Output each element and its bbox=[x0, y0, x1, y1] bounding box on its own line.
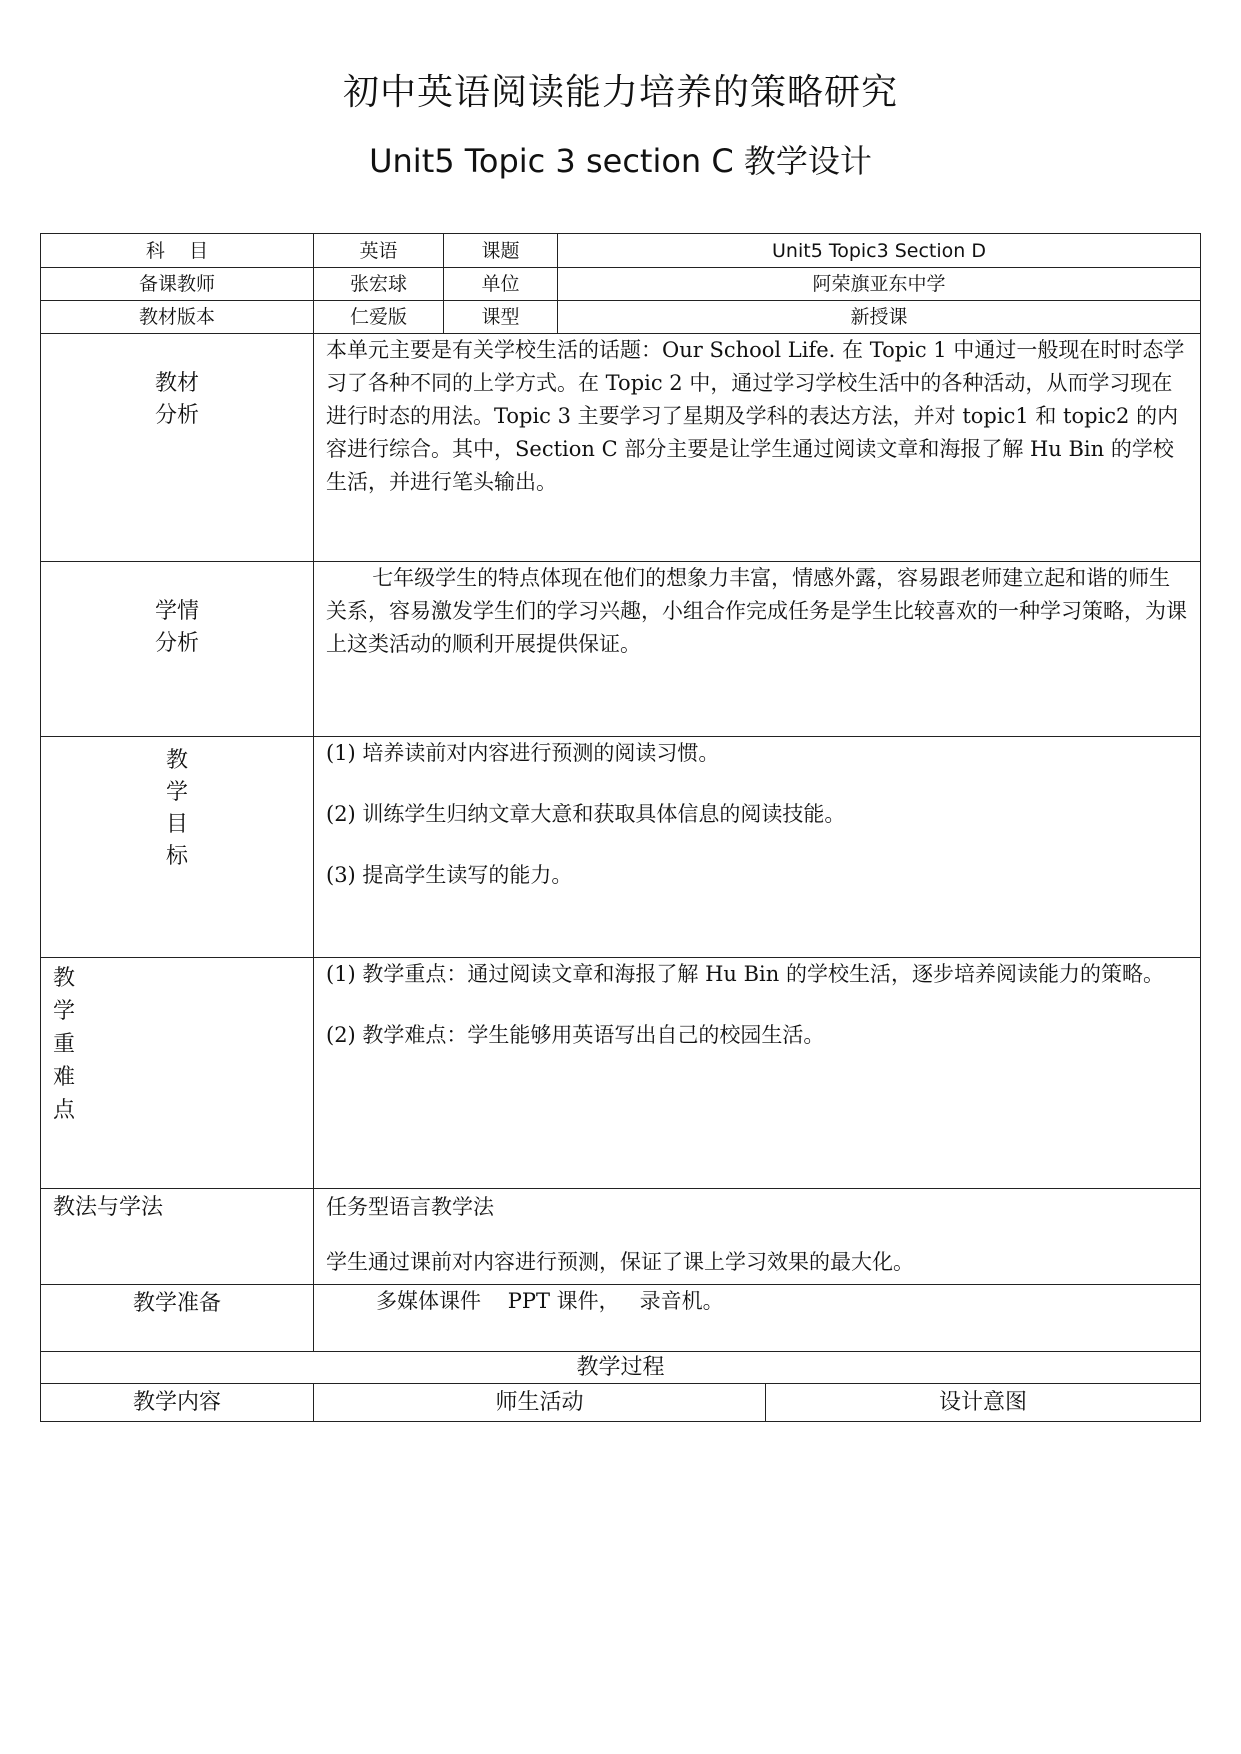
methods-row bbox=[41, 1189, 1201, 1285]
edition-row bbox=[41, 301, 1201, 334]
subject-row bbox=[41, 234, 1201, 268]
teacher-label: 备课教师 bbox=[41, 268, 314, 301]
prep-row bbox=[41, 1285, 1201, 1352]
edition-label: 教材版本 bbox=[41, 301, 314, 334]
keypoint-item: (1) 教学重点：通过阅读文章和海报了解 Hu Bin 的学校生活，逐步培养阅读能力的策略。 bbox=[326, 962, 1164, 986]
unit-value: 阿荣旗亚东中学 bbox=[558, 268, 1201, 301]
document-subtitle: Unit5 Topic 3 section C 教学设计 bbox=[369, 142, 872, 180]
keypoint-item: (2) 教学难点：学生能够用英语写出自己的校园生活。 bbox=[326, 1023, 825, 1047]
objective-item: (2) 训练学生归纳文章大意和获取具体信息的阅读技能。 bbox=[326, 802, 846, 826]
type-label: 课型 bbox=[444, 301, 558, 334]
methods-label: 教法与学法 bbox=[41, 1189, 314, 1285]
student-analysis-label: 学情 分析 bbox=[41, 562, 314, 737]
process-col-content: 教学内容 bbox=[41, 1384, 314, 1422]
keypoints-list bbox=[314, 958, 1201, 1189]
objectives-list bbox=[314, 737, 1201, 958]
teacher-value: 张宏球 bbox=[314, 268, 444, 301]
topic-value: Unit5 Topic3 Section D bbox=[558, 234, 1201, 268]
student-analysis-row bbox=[41, 562, 1201, 737]
teacher-row bbox=[41, 268, 1201, 301]
methods-text: 任务型语言教学法 学生通过课前对内容进行预测，保证了课上学习效果的最大化。 bbox=[314, 1189, 1201, 1285]
lesson-plan-table bbox=[40, 233, 1201, 1422]
process-col-activity: 师生活动 bbox=[314, 1384, 766, 1422]
subject-label: 科 目 bbox=[41, 234, 314, 268]
material-analysis-text: 本单元主要是有关学校生活的话题：Our School Life. 在 Topic 1 中通过一般现在时时态学习了各种不同的上学方式。在 Topic 2 中，通过学习学校生活中的各种活动，从而学习现在进行时态的用法。Topic 3 主要学习了星期及学科的表达方法，并对 topic1 和 topic2 的内容进行综合。其中，Section C 部分主要是让学生通过阅读文章和海报了解 Hu Bin 的学校生活，并进行笔头输出。 bbox=[314, 334, 1201, 562]
process-header: 教学过程 bbox=[41, 1352, 1201, 1384]
process-col-intent: 设计意图 bbox=[766, 1384, 1201, 1422]
objective-item: (3) 提高学生读写的能力。 bbox=[326, 863, 573, 887]
prep-text: 多媒体课件 PPT 课件， 录音机。 bbox=[314, 1285, 1201, 1352]
material-analysis-row bbox=[41, 334, 1201, 562]
keypoints-row bbox=[41, 958, 1201, 1189]
prep-label: 教学准备 bbox=[41, 1285, 314, 1352]
process-header-row bbox=[41, 1352, 1201, 1384]
process-columns-row bbox=[41, 1384, 1201, 1422]
material-analysis-label: 教材 分析 bbox=[41, 334, 314, 562]
unit-label: 单位 bbox=[444, 268, 558, 301]
subject-value: 英语 bbox=[314, 234, 444, 268]
type-value: 新授课 bbox=[558, 301, 1201, 334]
document-title: 初中英语阅读能力培养的策略研究 bbox=[342, 72, 898, 113]
student-analysis-text: 七年级学生的特点体现在他们的想象力丰富，情感外露，容易跟老师建立起和谐的师生关系，容易激发学生们的学习兴趣，小组合作完成任务是学生比较喜欢的一种学习策略，为课上这类活动的顺利开展提供保证。 bbox=[314, 562, 1201, 737]
topic-label: 课题 bbox=[444, 234, 558, 268]
keypoints-label: 教 学 重 难 点 bbox=[41, 958, 314, 1189]
objective-item: (1) 培养读前对内容进行预测的阅读习惯。 bbox=[326, 741, 720, 765]
objectives-label: 教 学 目 标 bbox=[41, 737, 314, 958]
objectives-row bbox=[41, 737, 1201, 958]
edition-value: 仁爱版 bbox=[314, 301, 444, 334]
